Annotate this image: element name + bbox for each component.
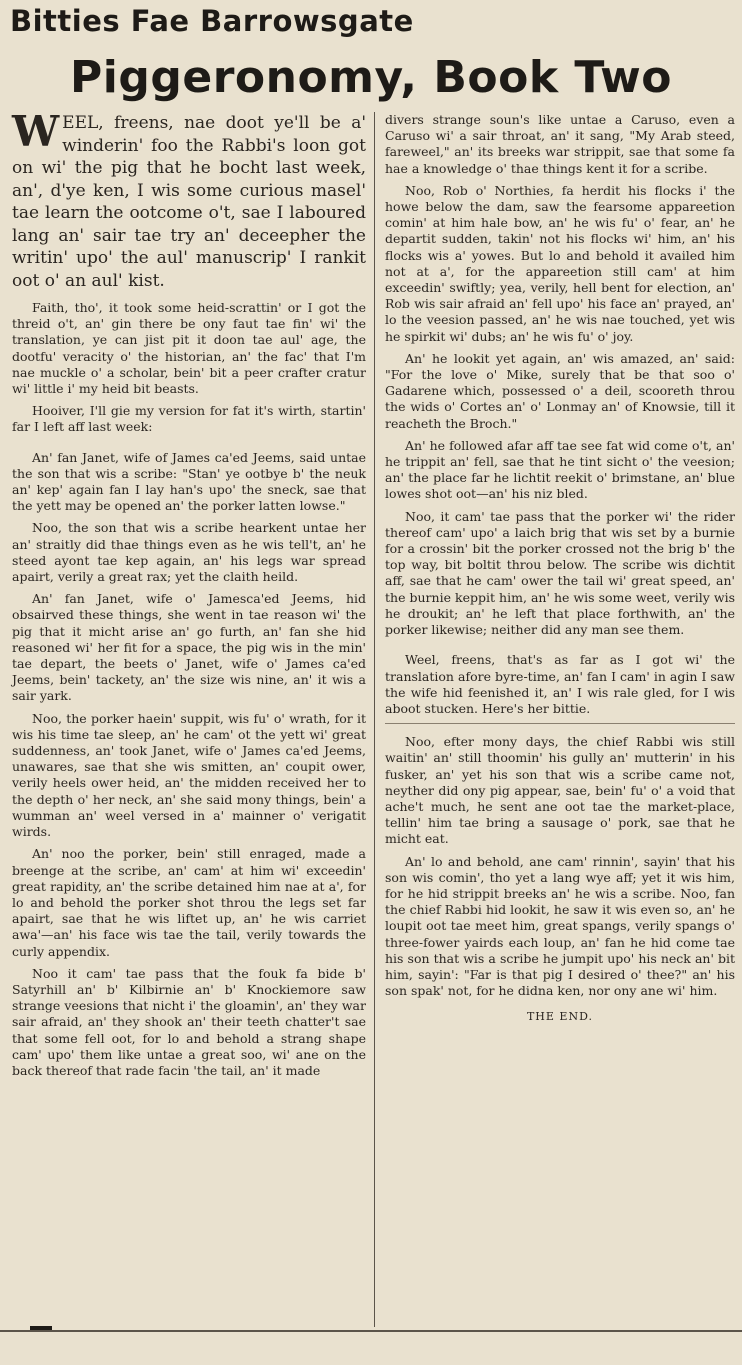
right-column xyxy=(385,112,735,1032)
paragraph: Hooiver, I'll gie my version for fat it's wirth, startin' far I left aff last week: xyxy=(12,403,366,435)
paragraph: Noo, the porker haein' suppit, wis fu' o' wrath, for it wis his time tae sleep, an' he cam' ot the yett wi' great suddenness, an' took Janet, wife o' James ca'ed Jeems, unawares, sae that she wis smitten, an' coupit ower, verily heels ower heid, an' the midden received her to the depth o' her neck, an' she said mony things, bein' a wumman an' weel versed in a' mainner o' verigatit wirds. xyxy=(12,710,366,840)
section-title: Bitties Fae Barrowsgate xyxy=(10,4,414,38)
left-column xyxy=(12,107,366,1085)
paragraph: Noo, the son that wis a scribe hearkent untae her an' straitly did thae things even as he wis tell't, an' he steed ayont tae kep again, an' his legs war spread apairt, verily a great rax; yet the claith heild. xyxy=(12,520,366,585)
paragraph: An' fan Janet, wife o' Jamesca'ed Jeems, hid obsairved these things, she went in tae reason wi' the pig that it micht arise an' go furth, an' fan she hid reasoned wi' her fit for a space, the pig wis in the min' tae depart, the beets o' Janet, wife o' James ca'ed Jeems, bein' tackety, an' the size wis nine, an' it wis a sair yark. xyxy=(12,591,366,704)
paragraph: Noo, efter mony days, the chief Rabbi wis still waitin' an' still thoomin' his gully an' mutterin' in his fusker, an' yet his son that wis a scribe came not, neyther did ony pig appear, sae, bein' fu' o' a void that ache't much, he sent ane oot tae the market-place, tellin' him tae bring a sausage o' pork, sae that he micht eat. xyxy=(385,734,735,847)
paragraph: An' fan Janet, wife of James ca'ed Jeems, said untae the son that wis a scribe: "Stan' ye ootbye b' the neuk an' kep' again fan I lay han's upo' the sneck, sae that the yett may be opened an' the porker latten lowse." xyxy=(12,449,366,514)
paragraph: An' he lookit yet again, an' wis amazed, an' said: "For the love o' Mike, surely that be that soo o' Gadarene which, possessed o' a deil, scooreth throu the wids o' Cortes an' o' Lonmay an' of Knowsie, till it reacheth the Broch." xyxy=(385,350,735,431)
paragraph: Weel, freens, that's as far as I got wi' the translation afore byre-time, an' fan I cam' in agin I saw the wife hid feenished it, an' I wis rale gled, for I wis aboot stucken. Here's her bittie. xyxy=(385,652,735,716)
paragraph: An' lo and behold, ane cam' rinnin', sayin' that his son wis comin', tho yet a lang wye aff; yet it wis him, for he hid strippit breeks an' he wis a scribe. Noo, fan the chief Rabbi hid lookit, he saw it wis even so, an' he loupit oot tae meet him, great spangs, verily spangs o' three-fower yairds each loup, an' fan he hid come tae his son that wis a scribe he jumpit upo' his neck an' bit him, sayin': "Far is that pig I desired o' thee?" an' his son spak' not, for he didna ken, nor ony ane wi' him. xyxy=(385,853,735,999)
bottom-rule xyxy=(0,1330,742,1332)
paragraph: divers strange soun's like untae a Caruso, even a Caruso wi' a sair throat, an' it sang, "My Arab steed, fareweel," an' its breeks war strippit, sae that some fa hae a knowledge o' thae things kent it for a scribe. xyxy=(385,112,735,176)
paragraph: An' noo the porker, bein' still enraged, made a breenge at the scribe, an' cam' at him wi' exceedin' great rapidity, an' the scribe detained him nae at a', for lo and behold the porker shot throu the legs set far apairt, sae that he wis liftet up, an' he wis carriet awa'—an' his face wis tae the tail, verily towards the curly appendix. xyxy=(12,846,366,959)
column-divider xyxy=(374,112,375,1327)
opening-paragraph: WEEL, freens, nae doot ye'll be a' winderin' foo the Rabbi's loon got on wi' the pig that he bocht last week, an', d'ye ken, I wis some curious masel' tae learn the ootcome o't, sae I laboured lang an' sair tae try an' deceepher the writin' upo' the aul' manuscrip' I rankit oot o' an aul' kist. xyxy=(12,107,366,291)
paragraph: Noo, Rob o' Northies, fa herdit his flocks i' the howe below the dam, saw the fearsome appareetion comin' at him hale bow, an' he wis fu' o' fear, an' he departit sudden, takin' not his flocks wi' him, an' his flocks wis a' yowes. But lo and behold it availed him not at a', for the appareetion still cam' at him exceedin' swiftly; yea, verily, hell bent for election, an' Rob wis sair afraid an' fell upo' his face an' prayed, an' lo the veesion passed, an' he wis nae touched, yet wis he spirkit wi' dubs; an' he wis fu' o' joy. xyxy=(385,182,735,344)
paragraph: Faith, tho', it took some heid-scrattin' or I got the threid o't, an' gin there be ony faut tae fin' wi' the translation, ye can jist pit it doon tae aul' age, the dootfu' veracity o' the historian, an' the fac' that I'm nae muckle o' a scholar, bein' bit a peer crafter cratur wi' little i' my heid bit beasts. xyxy=(12,300,366,397)
paragraph: An' he followed afar aff tae see fat wid come o't, an' he trippit an' fell, sae that he tint sicht o' the veesion; an' the place far he lichtit reekit o' brimstane, an' blue lowes shot oot—an' his niz bled. xyxy=(385,437,735,502)
drop-cap: W xyxy=(12,107,60,156)
paragraph: Noo, it cam' tae pass that the porker wi' the rider thereof cam' upo' a laich brig that wis set by a burnie for a crossin' bit the porker crossed not the brig b' the top way, bit boltit throu below. The scribe wis dichtit aff, sae that he cam' ower the tail wi' great speed, an' the burnie keppit him, an' he wis some weet, verily wis he droukit; an' he left that place forthwith, an' the porker likewise; neither did any man see them. xyxy=(385,508,735,638)
the-end: THE END. xyxy=(526,1010,594,1024)
paragraph: Noo it cam' tae pass that the fouk fa bide b' Satyrhill an' b' Kilbirnie an' b' Knockiemore saw strange veesions that nicht i' the gloamin', an' they war sair afraid, an' they shook an' their teeth chatter't sae that some fell oot, for lo and behold a strang shape cam' upo' them like untae a great soo, wi' ane on the back thereof that rade facin 'the tail, an' it made xyxy=(12,965,366,1078)
article-headline: Piggeronomy, Book Two xyxy=(70,52,672,103)
separator-rule xyxy=(385,723,735,724)
